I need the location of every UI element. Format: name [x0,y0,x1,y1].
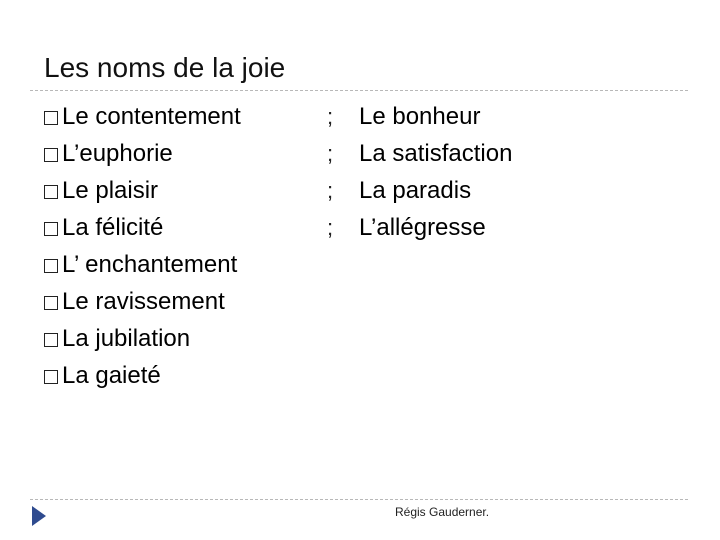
checkbox-icon [44,222,58,236]
list-item-label: L’ enchantement [62,250,238,278]
checkbox-icon [44,296,58,310]
list-item [44,320,241,357]
list-item [44,135,241,172]
checkbox-icon [44,111,58,125]
list-item-label: L’allégresse [359,213,486,241]
list-item [327,209,512,246]
checkbox-icon [44,333,58,347]
list-item-label: Le plaisir [62,176,159,204]
left-word-list [44,98,241,394]
list-item-label: Le contentement [62,102,241,130]
list-item [327,135,512,172]
semicolon-marker: ; [327,103,334,129]
list-item [44,246,241,283]
list-item [44,357,241,394]
semicolon-marker: ; [327,140,334,166]
list-item [44,283,241,320]
list-item-label: La jubilation [62,324,191,352]
checkbox-icon [44,259,58,273]
checkbox-icon [44,370,58,384]
list-item-label: Le ravissement [62,287,225,315]
play-arrow-icon [32,506,46,526]
list-item [44,172,241,209]
semicolon-marker: ; [327,214,334,240]
list-item-label: La paradis [359,176,472,204]
checkbox-icon [44,185,58,199]
slide-title: Les noms de la joie [44,52,286,83]
list-item [44,209,241,246]
list-item-label: Le bonheur [359,102,481,130]
list-item-label: La gaieté [62,361,161,389]
title-divider [30,90,688,91]
semicolon-marker: ; [327,177,334,203]
footer-author: Régis Gauderner. [395,505,490,519]
list-item [327,98,512,135]
right-word-list [327,98,512,246]
footer-divider [30,499,688,500]
list-item [44,98,241,135]
list-item [327,172,512,209]
list-item-label: La satisfaction [359,139,513,167]
checkbox-icon [44,148,58,162]
list-item-label: L’euphorie [62,139,173,167]
list-item-label: La félicité [62,213,164,241]
